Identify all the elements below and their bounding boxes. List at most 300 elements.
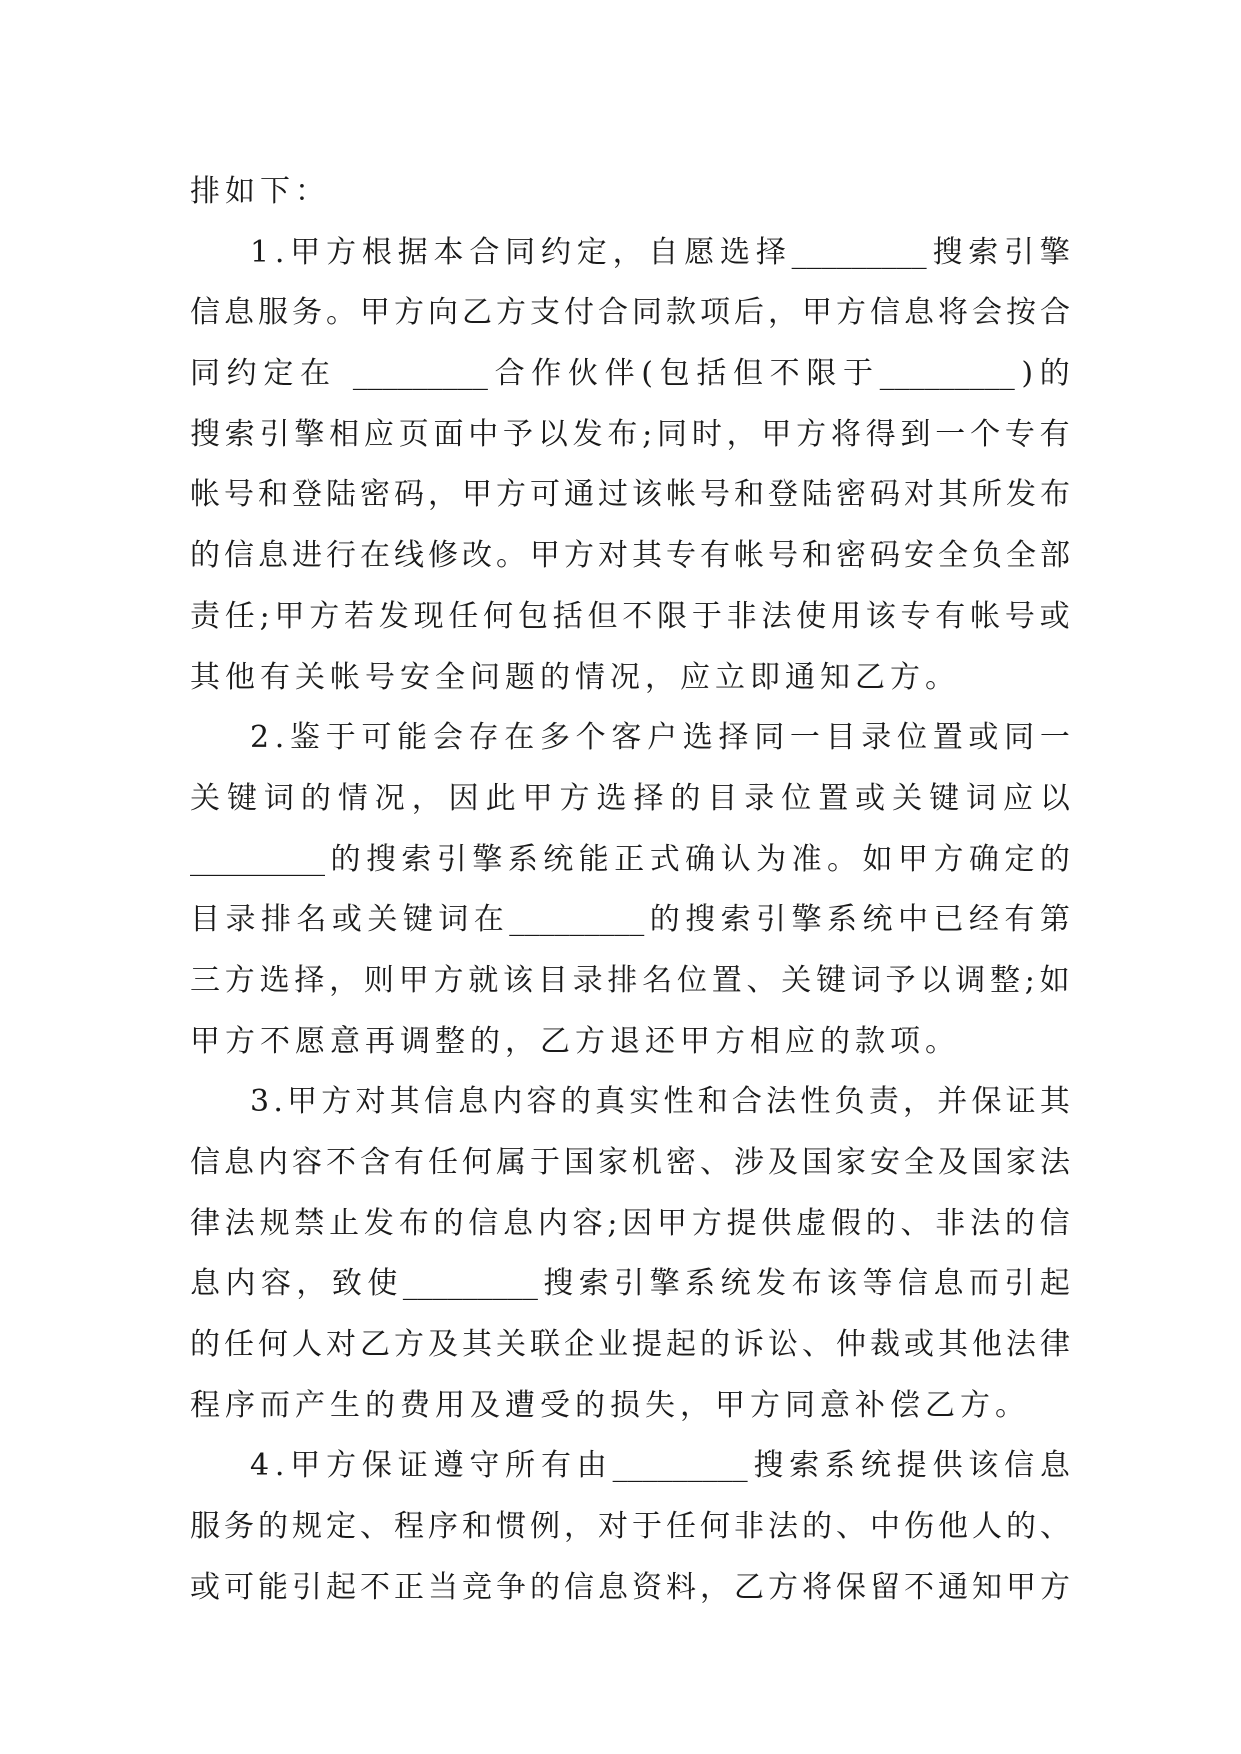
glyph: 甲 xyxy=(761,416,792,452)
text-line xyxy=(190,526,1070,587)
glyph: 定 xyxy=(1004,841,1035,877)
glyph: 及 xyxy=(428,1327,458,1363)
glyph: 致 xyxy=(331,1266,362,1302)
glyph: 中 xyxy=(897,902,928,938)
glyph: 例 xyxy=(530,1509,560,1545)
glyph: 息 xyxy=(904,295,934,331)
glyph: 容 xyxy=(526,1084,557,1120)
glyph: 法 xyxy=(224,1205,255,1241)
glyph: 搜 xyxy=(365,841,396,877)
glyph: 容 xyxy=(572,1205,603,1241)
glyph: 括 xyxy=(696,356,727,392)
glyph: 在 xyxy=(300,356,331,392)
glyph: 证 xyxy=(1005,1084,1036,1120)
glyph: 当 xyxy=(428,1569,458,1605)
glyph: _________ xyxy=(190,841,325,877)
glyph: 擎 xyxy=(1039,234,1070,270)
glyph: 合 xyxy=(1040,295,1070,331)
glyph: 禁 xyxy=(294,1205,325,1241)
text-line xyxy=(190,1194,1070,1255)
glyph: 相 xyxy=(329,416,360,452)
glyph: 的 xyxy=(330,841,361,877)
glyph: 争 xyxy=(496,1569,526,1605)
glyph: 本 xyxy=(433,234,464,270)
glyph: ， xyxy=(564,1509,594,1545)
glyph: 该 xyxy=(968,1448,999,1484)
glyph: 擎 xyxy=(294,416,325,452)
glyph: 的 xyxy=(433,1205,464,1241)
glyph: 甲 xyxy=(290,1448,321,1484)
glyph: 甲 xyxy=(274,598,305,634)
glyph: 时 xyxy=(691,416,722,452)
glyph: 码 xyxy=(394,477,424,513)
glyph: 方 xyxy=(224,962,255,998)
glyph: 专 xyxy=(666,538,696,574)
glyph: 方 xyxy=(433,962,464,998)
glyph: 择 xyxy=(294,962,325,998)
glyph: 程 xyxy=(394,1509,424,1545)
text-line xyxy=(190,1072,1070,1133)
glyph: 密 xyxy=(836,477,866,513)
glyph: 息 xyxy=(458,1084,489,1120)
glyph: 同 xyxy=(657,416,688,452)
glyph: 约 xyxy=(540,234,571,270)
glyph: 中 xyxy=(468,416,499,452)
glyph: 信 xyxy=(224,538,254,574)
glyph: 索 xyxy=(224,416,255,452)
glyph: 对 xyxy=(355,1084,386,1120)
text-line xyxy=(190,708,1070,769)
glyph: 词 xyxy=(850,962,881,998)
glyph: 索 xyxy=(401,841,432,877)
glyph: 和 xyxy=(462,1509,492,1545)
glyph: 目 xyxy=(190,902,220,938)
glyph: 对 xyxy=(598,538,628,574)
glyph: 何 xyxy=(462,1145,492,1180)
glyph: 性 xyxy=(800,1084,831,1120)
glyph: 证 xyxy=(397,1448,428,1484)
glyph: 能 xyxy=(578,841,609,877)
glyph: 家 xyxy=(1006,1145,1036,1180)
glyph: 裁 xyxy=(870,1327,900,1363)
glyph: 准 xyxy=(791,841,822,877)
glyph: 帐 xyxy=(734,538,764,574)
glyph: 诉 xyxy=(734,1327,764,1363)
glyph: 乙 xyxy=(462,295,492,331)
glyph: 、 xyxy=(836,1509,866,1545)
glyph: 甲 xyxy=(398,962,429,998)
glyph: 务 xyxy=(224,1509,254,1545)
glyph: 发 xyxy=(378,598,409,634)
glyph: 统 xyxy=(860,1448,891,1484)
glyph: 位 xyxy=(676,962,707,998)
glyph: 面 xyxy=(433,416,464,452)
glyph: 可 xyxy=(361,720,392,756)
glyph: 系 xyxy=(685,1266,716,1302)
glyph: 后 xyxy=(734,295,764,331)
glyph: 一 xyxy=(935,416,966,452)
glyph: 进 xyxy=(292,538,322,574)
glyph: 任 xyxy=(224,1327,254,1363)
glyph: 3 xyxy=(250,1084,270,1120)
glyph: 索 xyxy=(789,1448,820,1484)
glyph: 录 xyxy=(744,780,775,816)
glyph: 的 xyxy=(700,1327,730,1363)
glyph: 目 xyxy=(825,720,856,756)
glyph: ( xyxy=(641,356,653,392)
text-line xyxy=(190,465,1070,526)
glyph: 国 xyxy=(564,1145,594,1180)
glyph: 因 xyxy=(448,780,479,816)
glyph: 用 xyxy=(830,598,861,634)
glyph: 于 xyxy=(843,356,874,392)
glyph: 信 xyxy=(190,1145,220,1180)
glyph: 向 xyxy=(428,295,458,331)
glyph: 业 xyxy=(598,1327,628,1363)
glyph: 改 xyxy=(462,538,492,574)
glyph: 方 xyxy=(1040,1569,1070,1605)
glyph: 及 xyxy=(938,1145,968,1180)
glyph: 律 xyxy=(1040,1327,1070,1363)
glyph: 号 xyxy=(768,538,798,574)
glyph: 和 xyxy=(734,477,764,513)
glyph: 通 xyxy=(938,1569,968,1605)
glyph xyxy=(337,344,347,405)
glyph: 信 xyxy=(1039,1205,1070,1241)
glyph: 因 xyxy=(622,1205,653,1241)
glyph: 作 xyxy=(531,356,562,392)
glyph: 予 xyxy=(503,416,534,452)
glyph: 内 xyxy=(492,1084,523,1120)
glyph: 信 xyxy=(468,1205,499,1241)
glyph: 何 xyxy=(258,1327,288,1363)
glyph: 其 xyxy=(1039,1084,1070,1120)
glyph: 如 xyxy=(1039,962,1070,998)
text-line xyxy=(190,587,1070,648)
glyph: 务 xyxy=(292,295,322,331)
glyph: 键 xyxy=(226,780,257,816)
glyph: 国 xyxy=(972,1145,1002,1180)
glyph: 的 xyxy=(560,1084,591,1120)
glyph: 其 xyxy=(938,477,968,513)
glyph: 的 xyxy=(649,902,680,938)
glyph: 同 xyxy=(190,356,220,392)
glyph: 规 xyxy=(259,1205,290,1241)
glyph: 名 xyxy=(296,902,327,938)
glyph: . xyxy=(273,1084,283,1120)
glyph: 现 xyxy=(413,598,444,634)
glyph: 排 xyxy=(260,902,291,938)
glyph: 正 xyxy=(614,841,645,877)
glyph: 甲 xyxy=(287,1084,318,1120)
glyph: 或 xyxy=(855,780,886,816)
glyph: 录 xyxy=(861,720,892,756)
glyph: 的 xyxy=(1004,1205,1035,1241)
glyph: 、 xyxy=(360,1509,390,1545)
glyph: 息 xyxy=(224,1145,254,1180)
glyph: 该 xyxy=(632,477,662,513)
glyph: 付 xyxy=(564,295,594,331)
glyph: 号 xyxy=(224,477,254,513)
glyph: ， xyxy=(428,477,458,513)
glyph: 统 xyxy=(543,841,574,877)
text-line xyxy=(190,769,1070,830)
glyph: 客 xyxy=(611,720,642,756)
glyph: 甲 xyxy=(1006,1569,1036,1605)
glyph: 和 xyxy=(802,538,832,574)
glyph: 有 xyxy=(1004,902,1035,938)
glyph: 以 xyxy=(537,416,568,452)
glyph: 责 xyxy=(190,598,220,634)
glyph: 系 xyxy=(827,902,858,938)
glyph: . xyxy=(274,720,285,756)
glyph: 引 xyxy=(1004,1266,1035,1302)
glyph: 于 xyxy=(530,1145,560,1180)
glyph: 方 xyxy=(559,780,590,816)
glyph: 信 xyxy=(897,1266,928,1302)
glyph: 法 xyxy=(768,1509,798,1545)
glyph: 何 xyxy=(483,598,514,634)
glyph: 人 xyxy=(972,1509,1002,1545)
glyph: 的 xyxy=(190,1327,220,1363)
glyph: 若 xyxy=(344,598,375,634)
glyph: 遵 xyxy=(433,1448,464,1484)
glyph: 所 xyxy=(972,477,1002,513)
glyph: 情 xyxy=(337,780,368,816)
glyph: 专 xyxy=(900,598,931,634)
glyph: 资 xyxy=(632,1569,662,1605)
glyph: 及 xyxy=(768,1145,798,1180)
glyph: 定 xyxy=(326,1509,356,1545)
glyph: 或 xyxy=(1039,598,1070,634)
glyph: 信 xyxy=(870,295,900,331)
text-line xyxy=(190,951,1070,1012)
glyph: 引 xyxy=(436,841,467,877)
glyph: ， xyxy=(700,1569,730,1605)
glyph: 搜 xyxy=(753,1448,784,1484)
glyph: 个 xyxy=(575,720,606,756)
glyph: 其 xyxy=(938,1327,968,1363)
glyph: 确 xyxy=(968,841,999,877)
glyph: 位 xyxy=(897,720,927,756)
glyph: 供 xyxy=(932,1448,963,1484)
glyph: 选 xyxy=(259,962,290,998)
glyph: 的 xyxy=(190,538,220,574)
text-line xyxy=(190,1497,1070,1558)
glyph: 甲 xyxy=(462,477,492,513)
glyph: 讼 xyxy=(768,1327,798,1363)
glyph: 甲 xyxy=(522,780,553,816)
glyph: 息 xyxy=(258,538,288,574)
text-line xyxy=(190,830,1070,891)
glyph: 信 xyxy=(190,295,220,331)
glyph: 不 xyxy=(769,356,800,392)
glyph: 伴 xyxy=(604,356,635,392)
glyph: 帐 xyxy=(970,598,1001,634)
glyph: 、 xyxy=(746,962,777,998)
glyph: ， xyxy=(411,780,442,816)
glyph: 任 xyxy=(224,598,255,634)
glyph: 以 xyxy=(920,962,951,998)
glyph: 4 xyxy=(250,1448,270,1484)
glyph: 引 xyxy=(1004,234,1035,270)
glyph: 他 xyxy=(972,1327,1002,1363)
glyph: 将 xyxy=(938,295,968,331)
glyph: 的 xyxy=(300,780,331,816)
glyph: 使 xyxy=(796,598,827,634)
glyph: 该 xyxy=(827,1266,858,1302)
text-line xyxy=(190,223,1070,284)
glyph: 他 xyxy=(938,1509,968,1545)
glyph: 息 xyxy=(503,1205,534,1241)
glyph: 合 xyxy=(731,1084,762,1120)
glyph: 保 xyxy=(361,1448,392,1484)
glyph: 名 xyxy=(642,962,673,998)
glyph: 负 xyxy=(834,1084,865,1120)
glyph: 约 xyxy=(226,356,257,392)
glyph: 方 xyxy=(691,1205,722,1241)
glyph: 能 xyxy=(258,1569,288,1605)
glyph: 并 xyxy=(937,1084,968,1120)
glyph: 词 xyxy=(966,780,997,816)
glyph: 全 xyxy=(938,538,968,574)
glyph: 可 xyxy=(530,477,560,513)
glyph: 有 xyxy=(394,1145,424,1180)
glyph: 引 xyxy=(259,416,290,452)
glyph: 方 xyxy=(768,1569,798,1605)
glyph: 键 xyxy=(402,902,433,938)
glyph: 竞 xyxy=(462,1569,492,1605)
glyph: 键 xyxy=(929,780,960,816)
glyph: _________ xyxy=(879,356,1015,392)
glyph: 陆 xyxy=(802,477,832,513)
glyph: 方 xyxy=(564,538,594,574)
glyph: 、 xyxy=(900,1205,931,1241)
glyph: 联 xyxy=(530,1327,560,1363)
glyph: 伤 xyxy=(904,1509,934,1545)
glyph: 自 xyxy=(648,234,679,270)
glyph: 序 xyxy=(428,1509,458,1545)
glyph: 律 xyxy=(190,1205,220,1241)
glyph: 任 xyxy=(428,1145,458,1180)
glyph: 布 xyxy=(398,1205,429,1241)
glyph: 此 xyxy=(485,780,516,816)
glyph: 甲 xyxy=(657,1205,688,1241)
glyph: 布 xyxy=(607,416,638,452)
glyph: 息 xyxy=(224,295,254,331)
glyph: 得 xyxy=(865,416,896,452)
glyph: 方 xyxy=(394,1327,424,1363)
glyph: 修 xyxy=(428,538,458,574)
glyph: 搜 xyxy=(685,902,716,938)
glyph: 或 xyxy=(331,902,362,938)
glyph: 密 xyxy=(360,477,390,513)
glyph: 不 xyxy=(622,598,653,634)
glyph: 保 xyxy=(836,1569,866,1605)
glyph: 安 xyxy=(870,1145,900,1180)
glyph: 内 xyxy=(537,1205,568,1241)
text-line xyxy=(190,1254,1070,1315)
glyph: ， xyxy=(612,234,643,270)
glyph: 企 xyxy=(564,1327,594,1363)
glyph: 人 xyxy=(292,1327,322,1363)
glyph: 应 xyxy=(1002,780,1033,816)
glyph: 目 xyxy=(707,780,738,816)
glyph: 搜 xyxy=(543,1266,574,1302)
glyph: 经 xyxy=(968,902,999,938)
glyph: 引 xyxy=(292,1569,322,1605)
glyph: 发 xyxy=(1006,477,1036,513)
glyph: 方 xyxy=(326,1448,357,1484)
glyph: 法 xyxy=(1040,1145,1070,1180)
glyph: 但 xyxy=(587,598,618,634)
glyph: 帐 xyxy=(190,477,220,513)
glyph: 于 xyxy=(325,720,356,756)
glyph: 机 xyxy=(632,1145,662,1180)
glyph: 。 xyxy=(326,295,356,331)
glyph: 的 xyxy=(802,1509,832,1545)
glyph: 系 xyxy=(825,1448,856,1484)
glyph: 键 xyxy=(816,962,847,998)
glyph: 责 xyxy=(868,1084,899,1120)
glyph: 其 xyxy=(462,1327,492,1363)
glyph: 能 xyxy=(397,720,428,756)
glyph: 款 xyxy=(666,295,696,331)
glyph: 但 xyxy=(733,356,763,392)
glyph: 虚 xyxy=(796,1205,827,1241)
glyph: 伙 xyxy=(567,356,598,392)
glyph: 密 xyxy=(836,538,866,574)
glyph: 的 xyxy=(258,1509,288,1545)
glyph: 会 xyxy=(972,295,1002,331)
glyph: 关 xyxy=(190,780,220,816)
glyph: 不 xyxy=(326,1145,356,1180)
glyph: 或 xyxy=(190,1569,220,1605)
text-line: 其他有关帐号安全问题的情况，应立即通知乙方。 xyxy=(190,659,960,695)
glyph: 调 xyxy=(955,962,986,998)
glyph: 对 xyxy=(326,1327,356,1363)
glyph: 发 xyxy=(756,1266,787,1302)
glyph: 限 xyxy=(806,356,837,392)
glyph: 、 xyxy=(700,1145,730,1180)
glyph: 实 xyxy=(629,1084,660,1120)
glyph: 全 xyxy=(1006,538,1036,574)
glyph: 方 xyxy=(326,234,357,270)
glyph: 帐 xyxy=(666,477,696,513)
glyph: 索 xyxy=(968,234,999,270)
glyph: 甲 xyxy=(290,234,321,270)
glyph: 非 xyxy=(935,1205,966,1241)
text-line xyxy=(190,1436,1070,1497)
glyph: 部 xyxy=(1040,538,1070,574)
glyph: 线 xyxy=(394,538,424,574)
glyph: 起 xyxy=(326,1569,356,1605)
glyph: 任 xyxy=(448,598,479,634)
glyph: 式 xyxy=(649,841,680,877)
glyph: 行 xyxy=(326,538,356,574)
glyph: ; xyxy=(607,1205,618,1241)
glyph: 息 xyxy=(1039,1448,1070,1484)
glyph: 而 xyxy=(968,1266,999,1302)
glyph: 法 xyxy=(761,598,792,634)
glyph: 予 xyxy=(885,962,916,998)
glyph: 陆 xyxy=(326,477,356,513)
glyph: 信 xyxy=(564,1569,594,1605)
glyph: 容 xyxy=(260,1266,291,1302)
text-line xyxy=(190,1133,1070,1194)
glyph: 于 xyxy=(632,1509,662,1545)
glyph: 专 xyxy=(1004,416,1035,452)
